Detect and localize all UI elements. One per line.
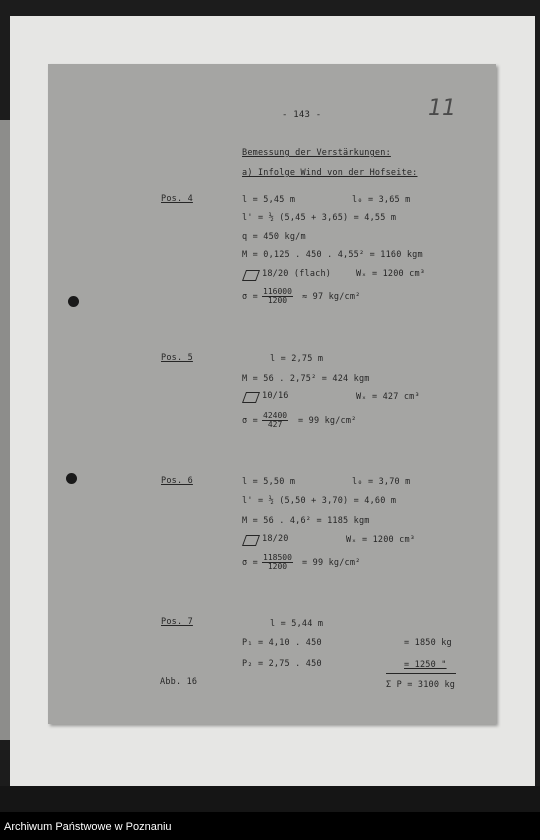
pos5-wx: Wₓ = 427 cm³ — [356, 392, 420, 402]
pos6-sigma-fraction — [262, 554, 293, 571]
pos4-sigma-numerator: 116000 — [263, 287, 292, 296]
pos6-sigma-result: = 99 kg/cm² — [302, 558, 361, 568]
pos7-p1-result: = 1850 kg — [404, 638, 452, 648]
pos5-sigma-denominator: 427 — [267, 420, 283, 429]
pos4-sigma-denominator: 1200 — [267, 296, 288, 305]
profile-icon — [242, 270, 260, 281]
pos6-label: Pos. 6 — [161, 476, 193, 486]
punch-hole-bottom — [66, 473, 77, 484]
pos6-l-prime: l' = ½ (5,50 + 3,70) = 4,60 m — [242, 496, 397, 506]
pos7-label: Pos. 7 — [161, 617, 193, 627]
pos6-wx: Wₓ = 1200 cm³ — [346, 535, 416, 545]
punch-hole-top — [68, 296, 79, 307]
figure-reference: Abb. 16 — [160, 677, 198, 687]
pos5-sigma-label: σ = — [242, 416, 258, 426]
pos5-label: Pos. 5 — [161, 353, 193, 363]
section-subtitle: a) Infolge Wind von der Hofseite: — [242, 168, 418, 178]
document-page — [48, 64, 496, 724]
pos7-p2-result: = 1250 " — [404, 660, 447, 670]
pos4-length: l = 5,45 m — [242, 195, 296, 205]
pos6-sigma-numerator: 118500 — [263, 553, 292, 562]
pos4-moment: M = 0,125 . 450 . 4,55² = 1160 kgm — [242, 250, 423, 260]
pos5-moment: M = 56 . 2,75² = 424 kgm — [242, 374, 370, 384]
archive-name: Archiwum Państwowe w Poznaniu — [4, 821, 172, 833]
film-strip — [0, 786, 540, 812]
archive-footer — [0, 812, 540, 840]
pos4-profile: 18/20 (flach) — [262, 269, 332, 279]
pos5-sigma-fraction — [262, 412, 288, 429]
pos6-sigma-label: σ = — [242, 558, 258, 568]
pos4-wx: Wₓ = 1200 cm³ — [356, 269, 426, 279]
pos5-sigma-result: = 99 kg/cm² — [298, 416, 357, 426]
pos6-moment: M = 56 . 4,6² = 1185 kgm — [242, 516, 370, 526]
pos7-sum: Σ P = 3100 kg — [386, 680, 456, 690]
pos5-profile: 10/16 — [262, 391, 289, 401]
pos6-length: l = 5,50 m — [242, 477, 296, 487]
pos7-length: l = 5,44 m — [270, 619, 324, 629]
page-number: - 143 - — [282, 110, 322, 120]
pos4-sigma-label: σ = — [242, 292, 258, 302]
sum-underline — [386, 673, 456, 674]
pos4-sigma-fraction — [262, 288, 293, 305]
handwritten-page-number: 11 — [428, 96, 456, 121]
pos5-sigma-numerator: 42400 — [263, 411, 288, 420]
pos4-l0: l₀ = 3,65 m — [352, 195, 411, 205]
pos4-label: Pos. 4 — [161, 194, 193, 204]
pos7-p1: P₁ = 4,10 . 450 — [242, 638, 322, 648]
pos6-sigma-denominator: 1200 — [267, 562, 288, 571]
profile-icon — [242, 535, 260, 546]
section-title: Bemessung der Verstärkungen: — [242, 148, 391, 158]
pos4-l-prime: l' = ½ (5,45 + 3,65) = 4,55 m — [242, 213, 397, 223]
pos4-sigma-result: ≈ 97 kg/cm² — [302, 292, 361, 302]
pos6-profile: 18/20 — [262, 534, 289, 544]
pos6-l0: l₀ = 3,70 m — [352, 477, 411, 487]
pos5-length: l = 2,75 m — [270, 354, 324, 364]
binder-edge — [0, 120, 10, 740]
pos7-p2: P₂ = 2,75 . 450 — [242, 659, 322, 669]
profile-icon — [242, 392, 260, 403]
pos4-load: q = 450 kg/m — [242, 232, 306, 242]
